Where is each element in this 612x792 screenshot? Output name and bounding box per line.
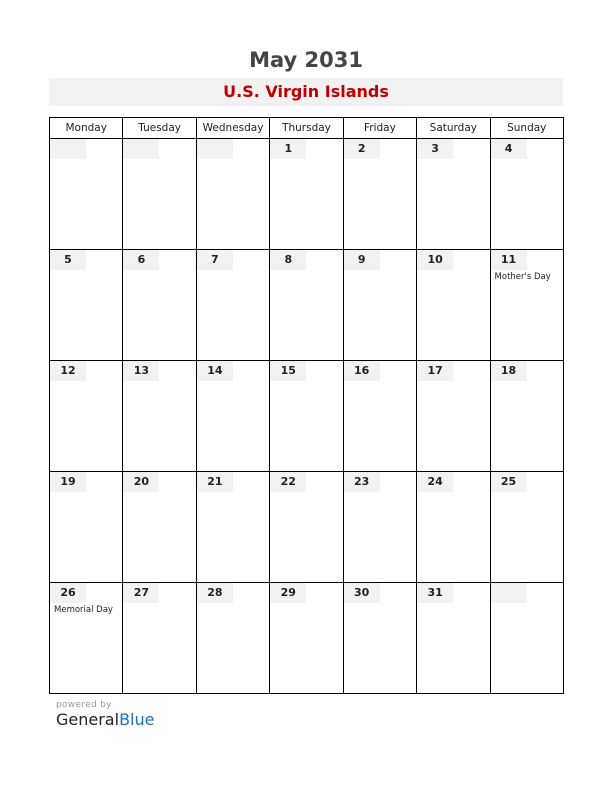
day-cell[interactable]: [50, 139, 123, 250]
day-number: 3: [417, 139, 453, 159]
powered-by-text: powered by: [56, 700, 112, 710]
day-cell[interactable]: [50, 583, 123, 694]
day-cell[interactable]: [490, 361, 563, 472]
day-number: 31: [417, 583, 453, 603]
weekday-header: Monday: [50, 118, 123, 139]
brand-logo[interactable]: [56, 710, 154, 729]
day-number: 19: [50, 472, 86, 492]
day-cell[interactable]: [123, 139, 196, 250]
day-cell[interactable]: [490, 583, 563, 694]
day-number: 6: [123, 250, 159, 270]
day-number: [50, 139, 86, 159]
day-cell[interactable]: [417, 361, 490, 472]
day-cell[interactable]: [196, 472, 269, 583]
day-number: 12: [50, 361, 86, 381]
weekday-header: Wednesday: [196, 118, 269, 139]
day-cell[interactable]: [490, 250, 563, 361]
calendar-grid: [49, 117, 564, 694]
day-number: 24: [417, 472, 453, 492]
day-cell[interactable]: [417, 139, 490, 250]
day-cell[interactable]: [196, 361, 269, 472]
day-cell[interactable]: [50, 472, 123, 583]
day-number: [491, 583, 527, 603]
day-cell[interactable]: [196, 250, 269, 361]
region-banner: U.S. Virgin Islands: [49, 78, 563, 106]
day-number: 7: [197, 250, 233, 270]
day-cell[interactable]: [123, 472, 196, 583]
day-number: 23: [344, 472, 380, 492]
weekday-header: Friday: [343, 118, 416, 139]
day-cell[interactable]: [123, 583, 196, 694]
brand-general: General: [56, 710, 120, 729]
day-number: 2: [344, 139, 380, 159]
holiday-label: Memorial Day: [54, 605, 113, 615]
day-number: [123, 139, 159, 159]
day-number: 10: [417, 250, 453, 270]
day-number: 25: [491, 472, 527, 492]
day-number: 15: [270, 361, 306, 381]
day-number: 14: [197, 361, 233, 381]
week-row: [50, 250, 564, 361]
day-number: 18: [491, 361, 527, 381]
day-cell[interactable]: [196, 139, 269, 250]
day-number: 27: [123, 583, 159, 603]
week-row: [50, 361, 564, 472]
day-cell[interactable]: [490, 139, 563, 250]
day-cell[interactable]: [270, 472, 343, 583]
day-cell[interactable]: [417, 472, 490, 583]
footer: [56, 700, 154, 729]
weekday-header: Thursday: [270, 118, 343, 139]
day-number: 1: [270, 139, 306, 159]
day-number: 5: [50, 250, 86, 270]
day-number: 20: [123, 472, 159, 492]
day-number: 16: [344, 361, 380, 381]
day-number: 8: [270, 250, 306, 270]
weekday-header: Sunday: [490, 118, 563, 139]
day-number: 13: [123, 361, 159, 381]
weekday-header: Tuesday: [123, 118, 196, 139]
brand-blue: Blue: [119, 710, 155, 729]
day-cell[interactable]: [196, 583, 269, 694]
day-number: 30: [344, 583, 380, 603]
day-cell[interactable]: [270, 361, 343, 472]
week-row: [50, 583, 564, 694]
day-cell[interactable]: [270, 250, 343, 361]
day-cell[interactable]: [123, 361, 196, 472]
day-number: 29: [270, 583, 306, 603]
weekday-header: Saturday: [417, 118, 490, 139]
day-number: 26: [50, 583, 86, 603]
day-number: 17: [417, 361, 453, 381]
day-cell[interactable]: [123, 250, 196, 361]
day-cell[interactable]: [417, 250, 490, 361]
day-cell[interactable]: [490, 472, 563, 583]
day-cell[interactable]: [343, 139, 416, 250]
day-cell[interactable]: [343, 472, 416, 583]
day-cell[interactable]: [343, 250, 416, 361]
day-number: 4: [491, 139, 527, 159]
day-cell[interactable]: [417, 583, 490, 694]
weekday-header-row: [50, 118, 564, 139]
day-number: 21: [197, 472, 233, 492]
calendar-body: [50, 139, 564, 694]
day-cell[interactable]: [50, 361, 123, 472]
day-cell[interactable]: [50, 250, 123, 361]
week-row: [50, 472, 564, 583]
page-title: May 2031: [249, 48, 363, 72]
day-number: [197, 139, 233, 159]
day-number: 22: [270, 472, 306, 492]
holiday-label: Mother's Day: [494, 272, 551, 282]
day-cell[interactable]: [270, 139, 343, 250]
day-cell[interactable]: [343, 583, 416, 694]
day-cell[interactable]: [270, 583, 343, 694]
day-number: 11: [491, 250, 527, 270]
day-number: 28: [197, 583, 233, 603]
day-cell[interactable]: [343, 361, 416, 472]
day-number: 9: [344, 250, 380, 270]
week-row: [50, 139, 564, 250]
